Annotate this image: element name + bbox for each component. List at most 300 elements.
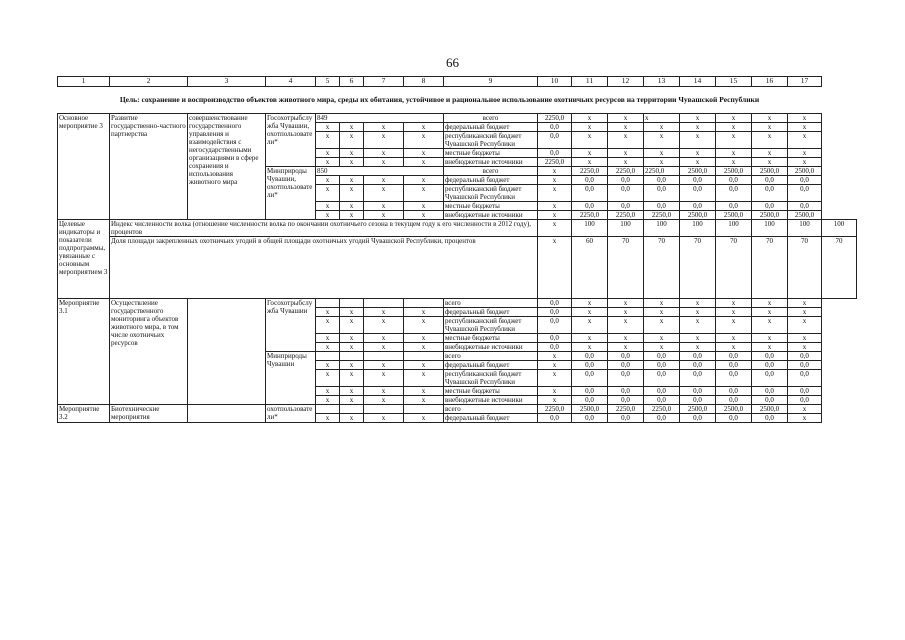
value-cell: x: [404, 149, 444, 158]
table-row: [58, 237, 857, 299]
value-cell: [340, 299, 364, 308]
value-cell: x: [716, 308, 752, 317]
value-cell: x: [364, 387, 404, 396]
value-cell: 0,0: [788, 361, 822, 370]
value-cell: 0,0: [680, 396, 716, 405]
value-cell: x: [572, 123, 608, 132]
value-cell: 0,0: [788, 176, 822, 185]
value-cell: [404, 405, 444, 414]
value-cell: x: [752, 299, 788, 308]
value-cell: 0,0: [644, 414, 680, 423]
value-cell: 0,0: [680, 361, 716, 370]
value-cell: x: [680, 343, 716, 352]
activity-description: совершенствование государственного управления и взаимодействия с негосударственными организациями в сфере сохранения и использования животного мира: [188, 114, 266, 220]
activity-name: Мероприятие 3.2: [58, 405, 110, 423]
column-header: 1: [58, 77, 110, 87]
value-cell: 2250,0: [572, 167, 608, 176]
funding-source-cell: всего: [444, 405, 538, 414]
activity-description: [188, 405, 266, 423]
value-cell: x: [404, 387, 444, 396]
column-header: 3: [188, 77, 266, 87]
value-cell: 0,0: [608, 396, 644, 405]
value-cell: x: [680, 123, 716, 132]
activity-name: Основное мероприятие 3: [58, 114, 110, 220]
value-cell: 100: [572, 220, 608, 237]
value-cell: 0,0: [680, 387, 716, 396]
value-cell: x: [788, 308, 822, 317]
value-cell: x: [752, 123, 788, 132]
value-cell: 0,0: [752, 352, 788, 361]
value-cell: 2250,0: [608, 405, 644, 414]
funding-source-cell: республиканский бюджет Чувашской Республики: [444, 132, 538, 149]
column-header: 2: [110, 77, 188, 87]
executor: Минприроды Чувашии, охотпользователи*: [266, 167, 316, 220]
value-cell: x: [752, 308, 788, 317]
value-cell: x: [340, 396, 364, 405]
value-cell: x: [404, 334, 444, 343]
value-cell: 0,0: [716, 352, 752, 361]
value-cell: x: [788, 149, 822, 158]
executor: охотпользователи*: [266, 405, 316, 423]
table-row: [58, 405, 857, 414]
value-cell: 0,0: [752, 361, 788, 370]
value-cell: 2500,0: [680, 167, 716, 176]
value-cell: x: [716, 158, 752, 167]
value-cell: x: [572, 114, 608, 123]
value-cell: 0,0: [716, 361, 752, 370]
column-header: 9: [444, 77, 538, 87]
value-cell: x: [644, 123, 680, 132]
value-cell: 0,0: [644, 387, 680, 396]
value-cell: x: [538, 220, 572, 237]
value-cell: 0,0: [716, 396, 752, 405]
value-cell: 0,0: [608, 176, 644, 185]
value-cell: x: [538, 237, 572, 299]
value-cell: x: [680, 317, 716, 334]
value-cell: x: [364, 211, 404, 220]
value-cell: x: [788, 317, 822, 334]
value-cell: x: [716, 299, 752, 308]
value-cell: x: [752, 317, 788, 334]
value-cell: x: [644, 317, 680, 334]
value-cell: 0,0: [644, 352, 680, 361]
funding-source-cell: федеральный бюджет: [444, 123, 538, 132]
funding-source-cell: федеральный бюджет: [444, 361, 538, 370]
value-cell: 2500,0: [752, 167, 788, 176]
value-cell: 0,0: [572, 396, 608, 405]
column-header: 5: [316, 77, 340, 87]
value-cell: x: [788, 158, 822, 167]
value-cell: 0,0: [752, 176, 788, 185]
value-cell: x: [572, 343, 608, 352]
value-cell: x: [680, 149, 716, 158]
value-cell: x: [716, 334, 752, 343]
value-cell: x: [316, 176, 340, 185]
value-cell: 2250,0: [572, 211, 608, 220]
executor: Госохотрыбслужба Чувашии: [266, 299, 316, 352]
value-cell: 0,0: [608, 414, 644, 423]
value-cell: x: [364, 334, 404, 343]
value-cell: 0,0: [680, 185, 716, 202]
value-cell: x: [752, 114, 788, 123]
value-cell: x: [788, 334, 822, 343]
value-cell: 0,0: [572, 176, 608, 185]
value-cell: x: [572, 158, 608, 167]
value-cell: 0,0: [608, 202, 644, 211]
value-cell: x: [404, 317, 444, 334]
value-cell: 70: [752, 237, 788, 299]
value-cell: x: [538, 352, 572, 361]
column-header: 4: [266, 77, 316, 87]
funding-source-cell: местные бюджеты: [444, 387, 538, 396]
value-cell: x: [364, 343, 404, 352]
value-cell: 0,0: [680, 202, 716, 211]
value-cell: 0,0: [572, 387, 608, 396]
value-cell: 0,0: [572, 202, 608, 211]
column-header: 6: [340, 77, 364, 87]
value-cell: x: [364, 123, 404, 132]
funding-source-cell: внебюджетные источники: [444, 158, 538, 167]
value-cell: x: [340, 308, 364, 317]
value-cell: x: [680, 114, 716, 123]
value-cell: 2500,0: [752, 211, 788, 220]
value-cell: x: [538, 396, 572, 405]
value-cell: x: [538, 211, 572, 220]
value-cell: x: [752, 149, 788, 158]
value-cell: 0,0: [716, 414, 752, 423]
value-cell: 0,0: [788, 396, 822, 405]
value-cell: [404, 352, 444, 361]
value-cell: 0,0: [680, 176, 716, 185]
activity-title: Развитие государственно-частного партнерства: [110, 114, 188, 220]
value-cell: 0,0: [538, 343, 572, 352]
value-cell: 100: [716, 220, 752, 237]
column-header: 15: [716, 77, 752, 87]
value-cell: x: [316, 343, 340, 352]
value-cell: 2250,0: [538, 405, 572, 414]
value-cell: x: [752, 132, 788, 149]
value-cell: x: [608, 132, 644, 149]
value-cell: x: [788, 405, 822, 414]
activity-name: Мероприятие 3.1: [58, 299, 110, 405]
value-cell: 2500,0: [680, 405, 716, 414]
value-cell: x: [364, 414, 404, 423]
value-cell: x: [316, 308, 340, 317]
funding-source-cell: местные бюджеты: [444, 202, 538, 211]
indicator-text: Индекс численности волка (отношение численности волка по окончании охотничьего сезона в текущем году к его численности в 2012 году), процентов: [110, 220, 538, 237]
value-cell: 0,0: [538, 149, 572, 158]
code-cell: 849: [316, 114, 444, 123]
value-cell: x: [538, 167, 572, 176]
value-cell: x: [340, 317, 364, 334]
value-cell: 0,0: [538, 317, 572, 334]
value-cell: 0,0: [752, 185, 788, 202]
value-cell: 0,0: [572, 370, 608, 387]
value-cell: всего: [444, 114, 538, 123]
executor: Минприроды Чувашии: [266, 352, 316, 405]
value-cell: 0,0: [572, 361, 608, 370]
indicators-label: Целевые индикаторы и показатели подпрограммы, увязанные с основным мероприятием 3: [58, 220, 110, 299]
value-cell: 0,0: [716, 387, 752, 396]
value-cell: 2250,0: [608, 167, 644, 176]
value-cell: x: [608, 334, 644, 343]
value-cell: x: [716, 343, 752, 352]
value-cell: x: [538, 387, 572, 396]
funding-source-cell: республиканский бюджет Чувашской Республики: [444, 317, 538, 334]
value-cell: x: [340, 123, 364, 132]
value-cell: 0,0: [572, 414, 608, 423]
value-cell: x: [538, 202, 572, 211]
value-cell: 0,0: [752, 396, 788, 405]
value-cell: x: [572, 334, 608, 343]
executor: Госохотрыбслужба Чувашии, охотпользователи*: [266, 114, 316, 167]
value-cell: 2250,0: [608, 211, 644, 220]
value-cell: x: [364, 176, 404, 185]
value-cell: 0,0: [644, 361, 680, 370]
value-cell: 100: [608, 220, 644, 237]
value-cell: x: [404, 185, 444, 202]
value-cell: x: [608, 343, 644, 352]
value-cell: 100: [822, 220, 857, 237]
value-cell: x: [404, 414, 444, 423]
funding-source-cell: внебюджетные источники: [444, 211, 538, 220]
value-cell: 0,0: [752, 370, 788, 387]
value-cell: 100: [788, 220, 822, 237]
column-header: 16: [752, 77, 788, 87]
value-cell: x: [788, 123, 822, 132]
value-cell: x: [316, 123, 340, 132]
goal-row: Цель: сохранение и воспроизводство объектов животного мира, среды их обитания, устойчивое и рациональное использование охотничьих ресурсов на территории Чувашской Республики: [58, 87, 822, 114]
value-cell: 0,0: [788, 202, 822, 211]
column-header: 17: [788, 77, 822, 87]
value-cell: 0,0: [788, 185, 822, 202]
value-cell: x: [538, 370, 572, 387]
value-cell: x: [644, 334, 680, 343]
value-cell: x: [404, 308, 444, 317]
value-cell: 0,0: [644, 370, 680, 387]
funding-source-cell: всего: [444, 299, 538, 308]
value-cell: 0,0: [716, 185, 752, 202]
value-cell: x: [316, 185, 340, 202]
value-cell: x: [680, 308, 716, 317]
value-cell: 0,0: [608, 361, 644, 370]
value-cell: 0,0: [788, 352, 822, 361]
value-cell: x: [340, 202, 364, 211]
value-cell: 70: [822, 237, 857, 299]
value-cell: x: [364, 370, 404, 387]
value-cell: 0,0: [538, 308, 572, 317]
value-cell: [364, 405, 404, 414]
value-cell: x: [316, 396, 340, 405]
funding-source-cell: всего: [444, 352, 538, 361]
value-cell: x: [788, 114, 822, 123]
value-cell: x: [788, 343, 822, 352]
value-cell: 2500,0: [716, 405, 752, 414]
value-cell: x: [364, 158, 404, 167]
value-cell: 100: [752, 220, 788, 237]
column-header: 7: [364, 77, 404, 87]
value-cell: x: [316, 211, 340, 220]
value-cell: x: [404, 361, 444, 370]
value-cell: x: [404, 343, 444, 352]
value-cell: x: [572, 308, 608, 317]
value-cell: x: [364, 317, 404, 334]
value-cell: x: [340, 414, 364, 423]
value-cell: 0,0: [716, 176, 752, 185]
funding-source-cell: федеральный бюджет: [444, 176, 538, 185]
funding-source-cell: x: [644, 114, 680, 123]
table-row: [58, 299, 857, 308]
value-cell: 0,0: [788, 370, 822, 387]
column-header: 10: [538, 77, 572, 87]
value-cell: x: [752, 158, 788, 167]
value-cell: x: [788, 132, 822, 149]
value-cell: 2250,0: [644, 211, 680, 220]
value-cell: x: [572, 317, 608, 334]
value-cell: x: [752, 343, 788, 352]
table-row: [58, 87, 857, 114]
value-cell: 0,0: [680, 352, 716, 361]
value-cell: 2250,0: [538, 114, 572, 123]
funding-source-cell: федеральный бюджет: [444, 308, 538, 317]
funding-source-cell: 2250,0: [644, 167, 680, 176]
activity-title: Биотехнические мероприятия: [110, 405, 188, 423]
value-cell: 0,0: [716, 202, 752, 211]
value-cell: x: [340, 370, 364, 387]
value-cell: x: [572, 149, 608, 158]
value-cell: 70: [680, 237, 716, 299]
value-cell: x: [538, 185, 572, 202]
column-header: 8: [404, 77, 444, 87]
value-cell: x: [316, 387, 340, 396]
value-cell: x: [316, 334, 340, 343]
value-cell: x: [644, 158, 680, 167]
value-cell: 0,0: [680, 370, 716, 387]
value-cell: 0,0: [608, 352, 644, 361]
value-cell: x: [316, 149, 340, 158]
value-cell: x: [364, 361, 404, 370]
value-cell: 2500,0: [572, 405, 608, 414]
value-cell: 70: [608, 237, 644, 299]
value-cell: x: [340, 211, 364, 220]
value-cell: x: [404, 132, 444, 149]
value-cell: x: [340, 361, 364, 370]
value-cell: всего: [444, 167, 538, 176]
value-cell: x: [572, 132, 608, 149]
value-cell: x: [680, 158, 716, 167]
value-cell: [340, 352, 364, 361]
value-cell: 0,0: [538, 123, 572, 132]
value-cell: 0,0: [538, 299, 572, 308]
column-header: 12: [608, 77, 644, 87]
code-cell: 850: [316, 167, 444, 176]
value-cell: 2250,0: [538, 158, 572, 167]
value-cell: x: [644, 299, 680, 308]
value-cell: x: [404, 211, 444, 220]
value-cell: x: [608, 299, 644, 308]
program-table: [57, 76, 857, 423]
value-cell: 100: [680, 220, 716, 237]
value-cell: x: [752, 334, 788, 343]
value-cell: x: [644, 308, 680, 317]
value-cell: x: [644, 132, 680, 149]
value-cell: 0,0: [608, 185, 644, 202]
value-cell: 0,0: [752, 414, 788, 423]
value-cell: 2500,0: [680, 211, 716, 220]
value-cell: 0,0: [608, 387, 644, 396]
value-cell: x: [316, 317, 340, 334]
value-cell: x: [404, 370, 444, 387]
value-cell: x: [716, 123, 752, 132]
value-cell: [364, 352, 404, 361]
value-cell: x: [340, 132, 364, 149]
value-cell: x: [364, 149, 404, 158]
value-cell: 0,0: [538, 414, 572, 423]
value-cell: x: [340, 334, 364, 343]
value-cell: 100: [644, 220, 680, 237]
value-cell: 0,0: [644, 202, 680, 211]
funding-source-cell: республиканский бюджет Чувашской Республики: [444, 185, 538, 202]
value-cell: 2500,0: [716, 211, 752, 220]
value-cell: x: [316, 370, 340, 387]
value-cell: x: [316, 132, 340, 149]
column-header: 11: [572, 77, 608, 87]
activity-description: [188, 299, 266, 405]
value-cell: x: [404, 396, 444, 405]
value-cell: 2500,0: [788, 167, 822, 176]
value-cell: x: [316, 361, 340, 370]
value-cell: 0,0: [680, 414, 716, 423]
value-cell: x: [404, 158, 444, 167]
table-row: [58, 77, 857, 87]
value-cell: x: [716, 132, 752, 149]
funding-source-cell: республиканский бюджет Чувашской Республики: [444, 370, 538, 387]
value-cell: x: [340, 185, 364, 202]
value-cell: 0,0: [788, 387, 822, 396]
funding-source-cell: внебюджетные источники: [444, 396, 538, 405]
value-cell: [340, 405, 364, 414]
value-cell: x: [364, 308, 404, 317]
table-row: [58, 114, 857, 123]
value-cell: [316, 405, 340, 414]
value-cell: x: [404, 176, 444, 185]
value-cell: [316, 299, 340, 308]
value-cell: 0,0: [572, 352, 608, 361]
value-cell: x: [340, 387, 364, 396]
value-cell: x: [608, 114, 644, 123]
value-cell: 2500,0: [752, 405, 788, 414]
value-cell: 0,0: [752, 387, 788, 396]
value-cell: x: [316, 158, 340, 167]
value-cell: x: [340, 343, 364, 352]
value-cell: 2500,0: [788, 211, 822, 220]
value-cell: 0,0: [716, 370, 752, 387]
value-cell: x: [538, 176, 572, 185]
value-cell: 0,0: [608, 370, 644, 387]
value-cell: x: [340, 158, 364, 167]
value-cell: x: [364, 396, 404, 405]
value-cell: x: [340, 176, 364, 185]
activity-title: Осуществление государственного мониторинга объектов животного мира, в том числе охотничьих ресурсов: [110, 299, 188, 405]
table-row: [58, 220, 857, 237]
value-cell: [316, 352, 340, 361]
value-cell: x: [404, 202, 444, 211]
funding-source-cell: местные бюджеты: [444, 334, 538, 343]
funding-source-cell: местные бюджеты: [444, 149, 538, 158]
value-cell: x: [680, 334, 716, 343]
value-cell: x: [788, 414, 822, 423]
value-cell: 0,0: [752, 202, 788, 211]
